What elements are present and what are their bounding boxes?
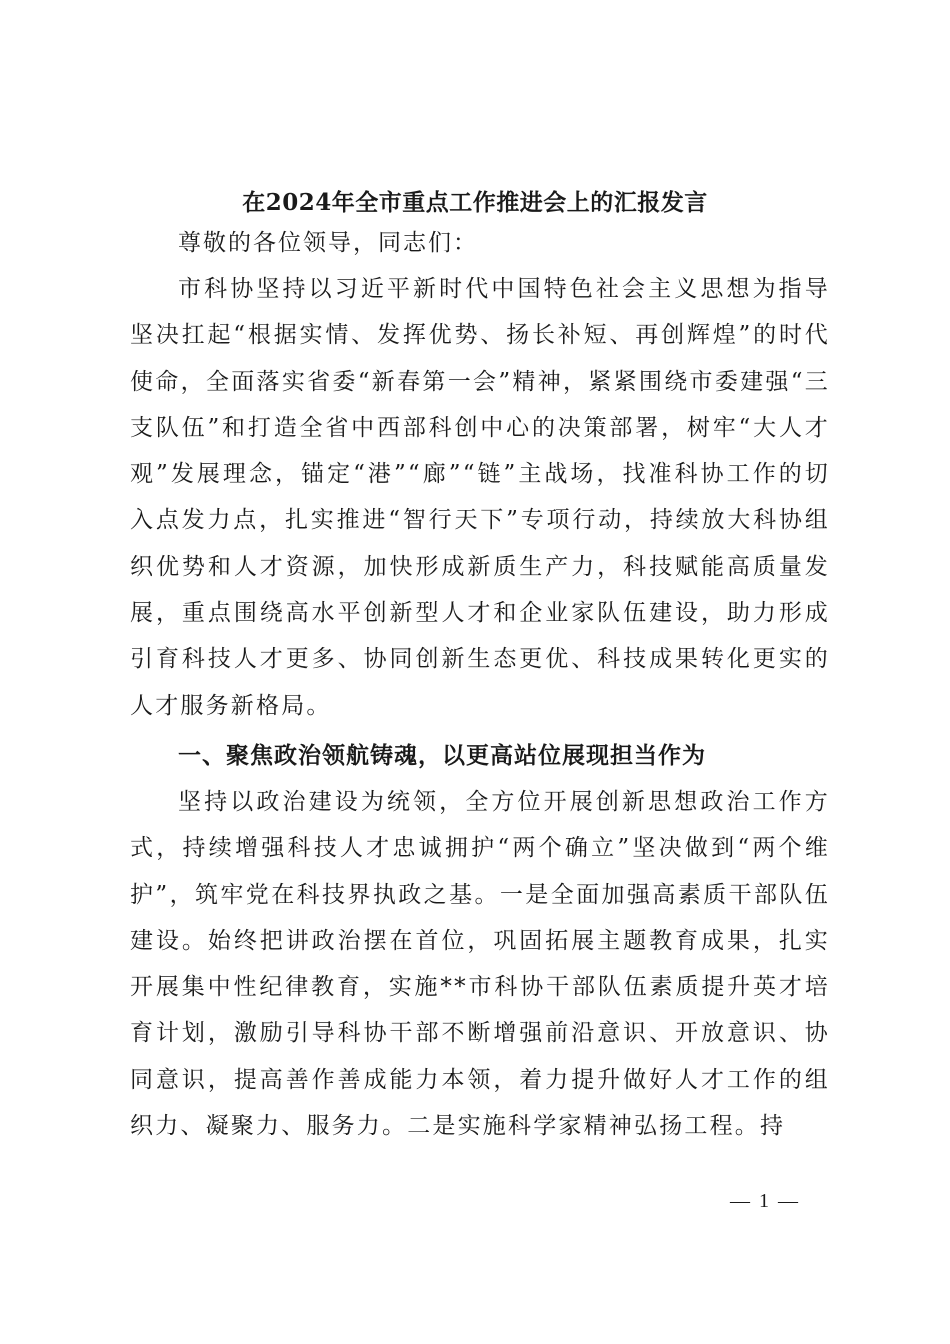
- paragraph-intro-block: [130, 266, 830, 729]
- greeting-line: 尊敬的各位领导，同志们：: [178, 230, 478, 256]
- paragraph-section1: 坚持以政治建设为统领，全方位开展创新思想政治工作方式，持续增强科技人才忠诚拥护“两个确立”坚决做到“两个维护”，筑牢党在科技界执政之基。一是全面加强高素质干部队伍建设。始终把讲政治摆在首位，巩固拓展主题教育成果，扎实开展集中性纪律教育，实施**市科协干部队伍素质提升英才培育计划，激励引导科协干部不断增强前沿意识、开放意识、协同意识，提高善作善成能力本领，着力提升做好人才工作的组织力、凝聚力、服务力。二是实施科学家精神弘扬工程。持: [130, 789, 830, 1140]
- page-number: — 1 —: [730, 1190, 800, 1212]
- paragraph-section1-block: [130, 779, 830, 1149]
- paragraph-intro: 市科协坚持以习近平新时代中国特色社会主义思想为指导坚决扛起“根据实情、发挥优势、扬长补短、再创辉煌”的时代使命，全面落实省委“新春第一会”精神，紧紧围绕市委建强“三支队伍”和打造全省中西部科创中心的决策部署，树牢“大人才观”发展理念，锚定“港”“廊”“链”主战场，找准科协工作的切入点发力点，扎实推进“智行天下”专项行动，持续放大科协组织优势和人才资源，加快形成新质生产力，科技赋能高质量发展，重点围绕高水平创新型人才和企业家队伍建设，助力形成引育科技人才更多、协同创新生态更优、科技成果转化更实的人才服务新格局。: [130, 276, 830, 719]
- section-heading-1: 一、聚焦政治领航铸魂，以更高站位展现担当作为: [178, 743, 706, 769]
- document-title: 在2024年全市重点工作推进会上的汇报发言: [242, 189, 708, 216]
